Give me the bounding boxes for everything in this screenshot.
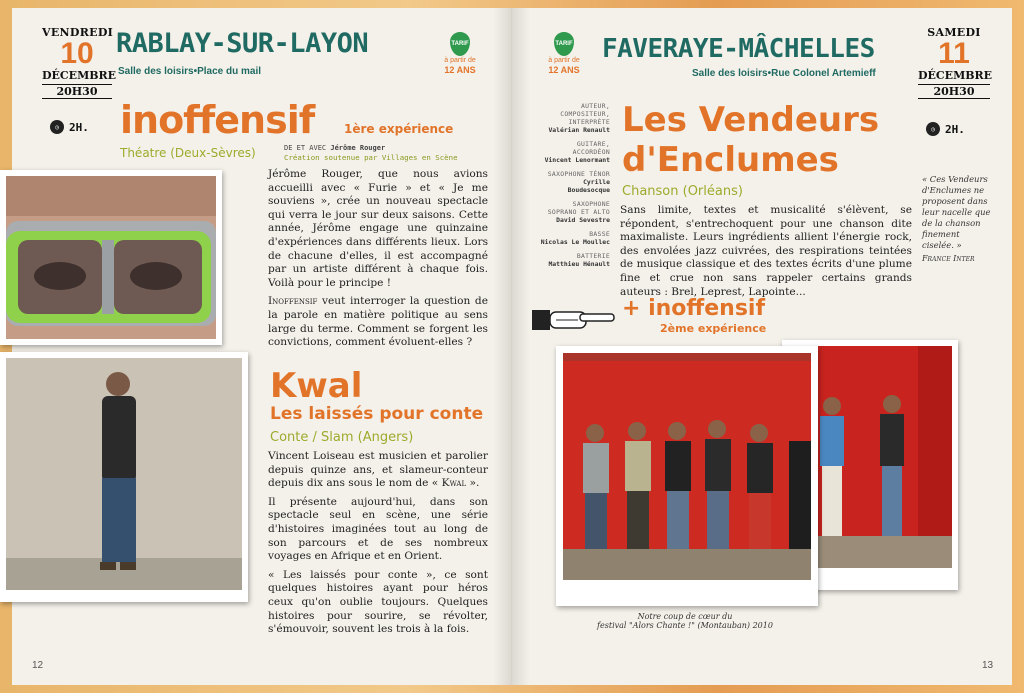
clock-icon: ◷ — [50, 120, 64, 134]
page-number-left: 12 — [32, 660, 44, 671]
show2-p1a: Vincent Loiseau est musicien et parolier depuis quinze ans, et slameur-conteur depuis dix ans sous le nom de « — [268, 450, 488, 490]
tarif-from: à partir de — [444, 57, 476, 64]
credit-role: SAXOPHONE SOPRANO ET ALTO — [547, 200, 610, 216]
tarif-drop-icon — [554, 32, 574, 56]
credit-name: Vincent Lenormant — [544, 156, 610, 164]
show1-paragraph-1: Jérôme Rouger, que nous avions accueilli avec « Furie » et « Je me souviens », crée un nouveau spectacle qui verra le jour sur deux saisons. Cette année, Jérôme engage une quinzaine d'expériences dans différents lieux. Lors de chacune d'elles, il est accompagné par un artiste différent à chaque fois. Voilà pour le principe ! — [268, 168, 488, 289]
photo-mask — [0, 170, 222, 345]
show2-paragraph-3: « Les laissés pour conte », ce sont quelques histoires ayant pour héros ceux qu'on oublie toujours. Quelques histoires pour sourire, se révolter, s'émouvoir, souvent les trois à la fois. — [268, 568, 488, 636]
show-body — [620, 204, 912, 304]
town-title: RABLAY-SUR-LAYON — [116, 28, 369, 59]
show2-paragraph-1 — [268, 450, 488, 491]
show1-tag: 1ère expérience — [344, 122, 454, 136]
time: 20H30 — [42, 84, 112, 99]
duration-value: 2H. — [69, 120, 89, 134]
tarif-drop-icon — [450, 32, 470, 56]
show-title-line2: d'Enclumes — [622, 140, 839, 180]
show1-paragraph-2-text: veut interroger la question de la parole en matière politique au sens large du terme. Comment se forgent les convictions, comment évoluent-elles ? — [268, 295, 488, 349]
tarif-from: à partir de — [548, 57, 580, 64]
time: 20H30 — [918, 84, 990, 99]
mask-photo-image — [6, 176, 216, 339]
photo-band-front — [556, 346, 818, 606]
photo-caption — [570, 612, 800, 630]
date-box-left — [42, 26, 117, 99]
kwal-photo-image — [6, 358, 242, 590]
caption-line-2: festival "Alors Chante !" (Montauban) 2010 — [597, 621, 773, 630]
credit-name: Cyrille Boudesocque — [567, 178, 610, 194]
credits-column — [540, 102, 610, 274]
show2-title: Kwal — [270, 366, 363, 406]
town-title: FAVERAYE-MÂCHELLES — [602, 34, 875, 64]
credit-role: BASSE — [589, 230, 610, 238]
date-box-right — [918, 26, 993, 99]
day-number: 11 — [938, 37, 970, 70]
kwal-smallcaps: Kwal — [441, 477, 467, 490]
band-photo-front-image — [563, 353, 811, 580]
credit-role: BATTERIE — [576, 252, 610, 260]
show1-support: Création soutenue par Villages en Scène — [284, 153, 458, 162]
credit-name: Matthieu Hénault — [548, 260, 610, 268]
weekday: VENDREDI — [42, 26, 114, 39]
show1-with — [284, 144, 385, 153]
quote-text: « Ces Vendeurs d'Enclumes ne proposent dans leur nacelle que de la chanson finement ciselée. » — [922, 174, 991, 250]
plus-tag: 2ème expérience — [660, 322, 767, 335]
weekday: SAMEDI — [927, 26, 981, 39]
pointing-hand-icon — [530, 302, 618, 336]
show-title-line1: Les Vendeurs — [622, 100, 880, 140]
tarif-badge-right — [544, 32, 584, 75]
show2-paragraph-2: Il présente aujourd'hui, dans son spectacle seul en scène, une série d'histoires imaginées tout au long de son parcours et de ses nombreux voyages en Afrique et en Orient. — [268, 495, 488, 563]
month: DÉCEMBRE — [42, 69, 117, 82]
duration-right — [926, 122, 965, 136]
plus-title: + inoffensif — [622, 296, 766, 321]
credit-name: Valérian Renault — [548, 126, 610, 134]
photo-kwal — [0, 352, 248, 602]
credit-name: Nicolas Le Moullec — [540, 238, 610, 246]
credit-role: GUITARE, ACCORDÉON — [572, 140, 610, 156]
show1-paragraph-2 — [268, 295, 488, 349]
show-paragraph: Sans limite, textes et musicalité s'élèvent, se répondent, s'entrechoquent pour une chanson dite maximaliste. Leurs ingrédients allient l'énergie rock, des envolées jazz cuivrées, des respirations teintées de musique classique et des textes écrits d'une plume fine et crue non sans rappeler certains grands auteurs : Brel, Leprest, Lapointe... — [620, 204, 912, 298]
show2-subtitle: Les laissés pour conte — [270, 404, 484, 424]
caption-line-1: Notre coup de cœur du — [637, 612, 733, 621]
tarif-badge-left — [440, 32, 480, 75]
with-label: DE ET AVEC — [284, 144, 327, 152]
quote-source: France Inter — [922, 254, 975, 263]
clock-icon: ◷ — [926, 122, 940, 136]
day-number: 10 — [60, 37, 94, 70]
show-genre: Chanson (Orléans) — [622, 184, 743, 199]
venue: Salle des loisirs•Rue Colonel Artemieff — [692, 68, 876, 79]
venue: Salle des loisirs•Place du mail — [118, 66, 262, 77]
tarif-label: TARIF — [555, 41, 573, 47]
inoffensif-smallcaps: Inoffensif — [268, 295, 318, 308]
tarif-age: 12 ANS — [548, 65, 580, 75]
with-name: Jérôme Rouger — [330, 144, 386, 152]
duration-left — [50, 120, 89, 134]
press-quote — [922, 174, 994, 264]
tarif-age: 12 ANS — [444, 65, 476, 75]
credit-role: SAXOPHONE TÉNOR — [547, 170, 610, 178]
show2-genre: Conte / Slam (Angers) — [270, 430, 414, 445]
tarif-label: TARIF — [451, 41, 469, 47]
credit-name: David Sevestre — [556, 216, 610, 224]
credit-role: AUTEUR, COMPOSITEUR, INTERPRÈTE — [560, 102, 610, 126]
month: DÉCEMBRE — [918, 69, 993, 82]
duration-value: 2H. — [945, 122, 965, 136]
show1-genre: Théatre (Deux-Sèvres) — [120, 146, 256, 160]
show2-p1b: ». — [466, 477, 480, 490]
show2-body — [268, 450, 488, 642]
show1-title: inoffensif — [120, 98, 315, 142]
page-number-right: 13 — [982, 660, 994, 671]
show1-body — [268, 168, 488, 355]
